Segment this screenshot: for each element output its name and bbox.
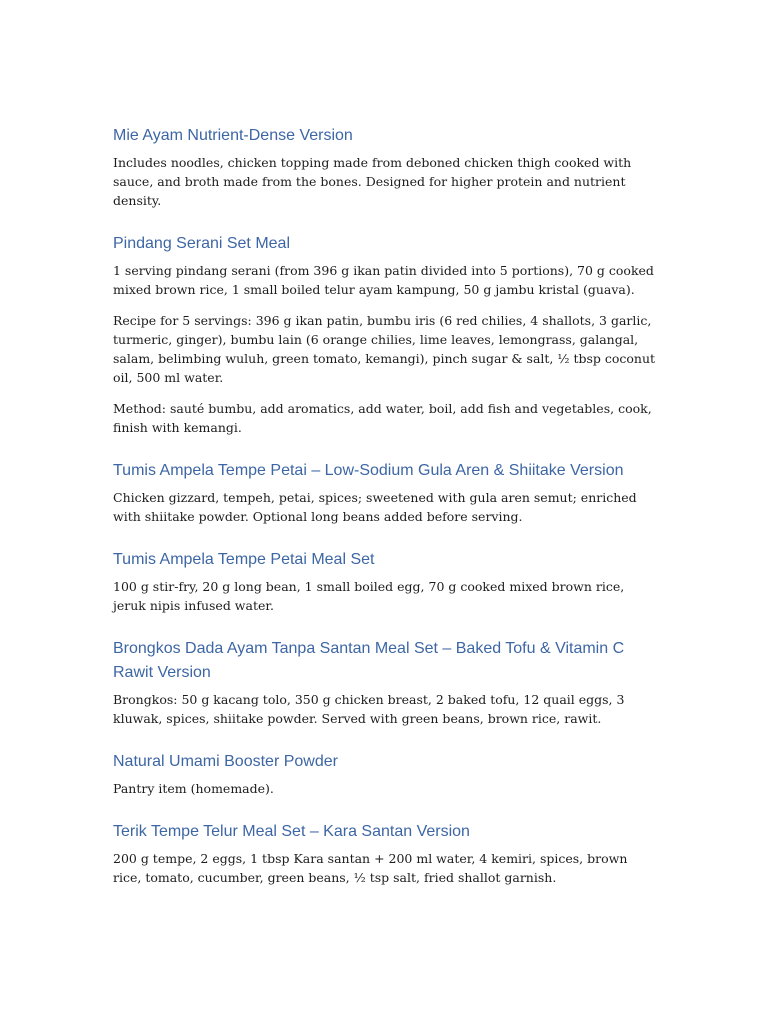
recipe-section xyxy=(113,232,658,437)
section-paragraph: Chicken gizzard, tempeh, petai, spices; sweetened with gula aren semut; enriched with shiitake powder. Optional long beans added before serving. xyxy=(113,490,637,524)
section-paragraph: Brongkos: 50 g kacang tolo, 350 g chicken breast, 2 baked tofu, 12 quail eggs, 3 kluwak, spices, shiitake powder. Served with green beans, brown rice, rawit. xyxy=(113,692,625,726)
section-paragraph: Recipe for 5 servings: 396 g ikan patin, bumbu iris (6 red chilies, 4 shallots, 3 garlic, turmeric, ginger), bumbu lain (6 orange chilies, lime leaves, lemongrass, galangal, salam, belimbing wuluh, green tomato, kemangi), pinch sugar & salt, ½ tbsp coconut oil, 500 ml water. xyxy=(113,313,656,385)
section-paragraph: 100 g stir-fry, 20 g long bean, 1 small boiled egg, 70 g cooked mixed brown rice, jeruk nipis infused water. xyxy=(113,579,625,613)
document-page xyxy=(113,124,658,887)
section-paragraph: 200 g tempe, 2 eggs, 1 tbsp Kara santan + 200 ml water, 4 kemiri, spices, brown rice, tomato, cucumber, green beans, ½ tsp salt, fried shallot garnish. xyxy=(113,851,628,885)
recipe-section xyxy=(113,637,658,728)
section-paragraph: Method: sauté bumbu, add aromatics, add water, boil, add fish and vegetables, cook, finish with kemangi. xyxy=(113,401,652,435)
section-heading: Terik Tempe Telur Meal Set – Kara Santan Version xyxy=(113,823,470,840)
recipe-section xyxy=(113,124,658,210)
section-heading: Pindang Serani Set Meal xyxy=(113,235,290,252)
recipe-section xyxy=(113,750,658,798)
section-heading: Brongkos Dada Ayam Tanpa Santan Meal Set – Baked Tofu & Vitamin C Rawit Version xyxy=(113,640,625,681)
recipe-section xyxy=(113,548,658,615)
recipe-section xyxy=(113,459,658,526)
section-heading: Natural Umami Booster Powder xyxy=(113,753,338,770)
section-heading: Tumis Ampela Tempe Petai – Low-Sodium Gula Aren & Shiitake Version xyxy=(113,462,624,479)
section-paragraph: 1 serving pindang serani (from 396 g ikan patin divided into 5 portions), 70 g cooked mixed brown rice, 1 small boiled telur ayam kampung, 50 g jambu kristal (guava). xyxy=(113,263,654,297)
section-paragraph: Includes noodles, chicken topping made from deboned chicken thigh cooked with sauce, and broth made from the bones. Designed for higher protein and nutrient density. xyxy=(113,155,632,208)
recipe-section xyxy=(113,820,658,887)
section-paragraph: Pantry item (homemade). xyxy=(113,781,274,796)
section-heading: Mie Ayam Nutrient-Dense Version xyxy=(113,127,353,144)
section-heading: Tumis Ampela Tempe Petai Meal Set xyxy=(113,551,375,568)
